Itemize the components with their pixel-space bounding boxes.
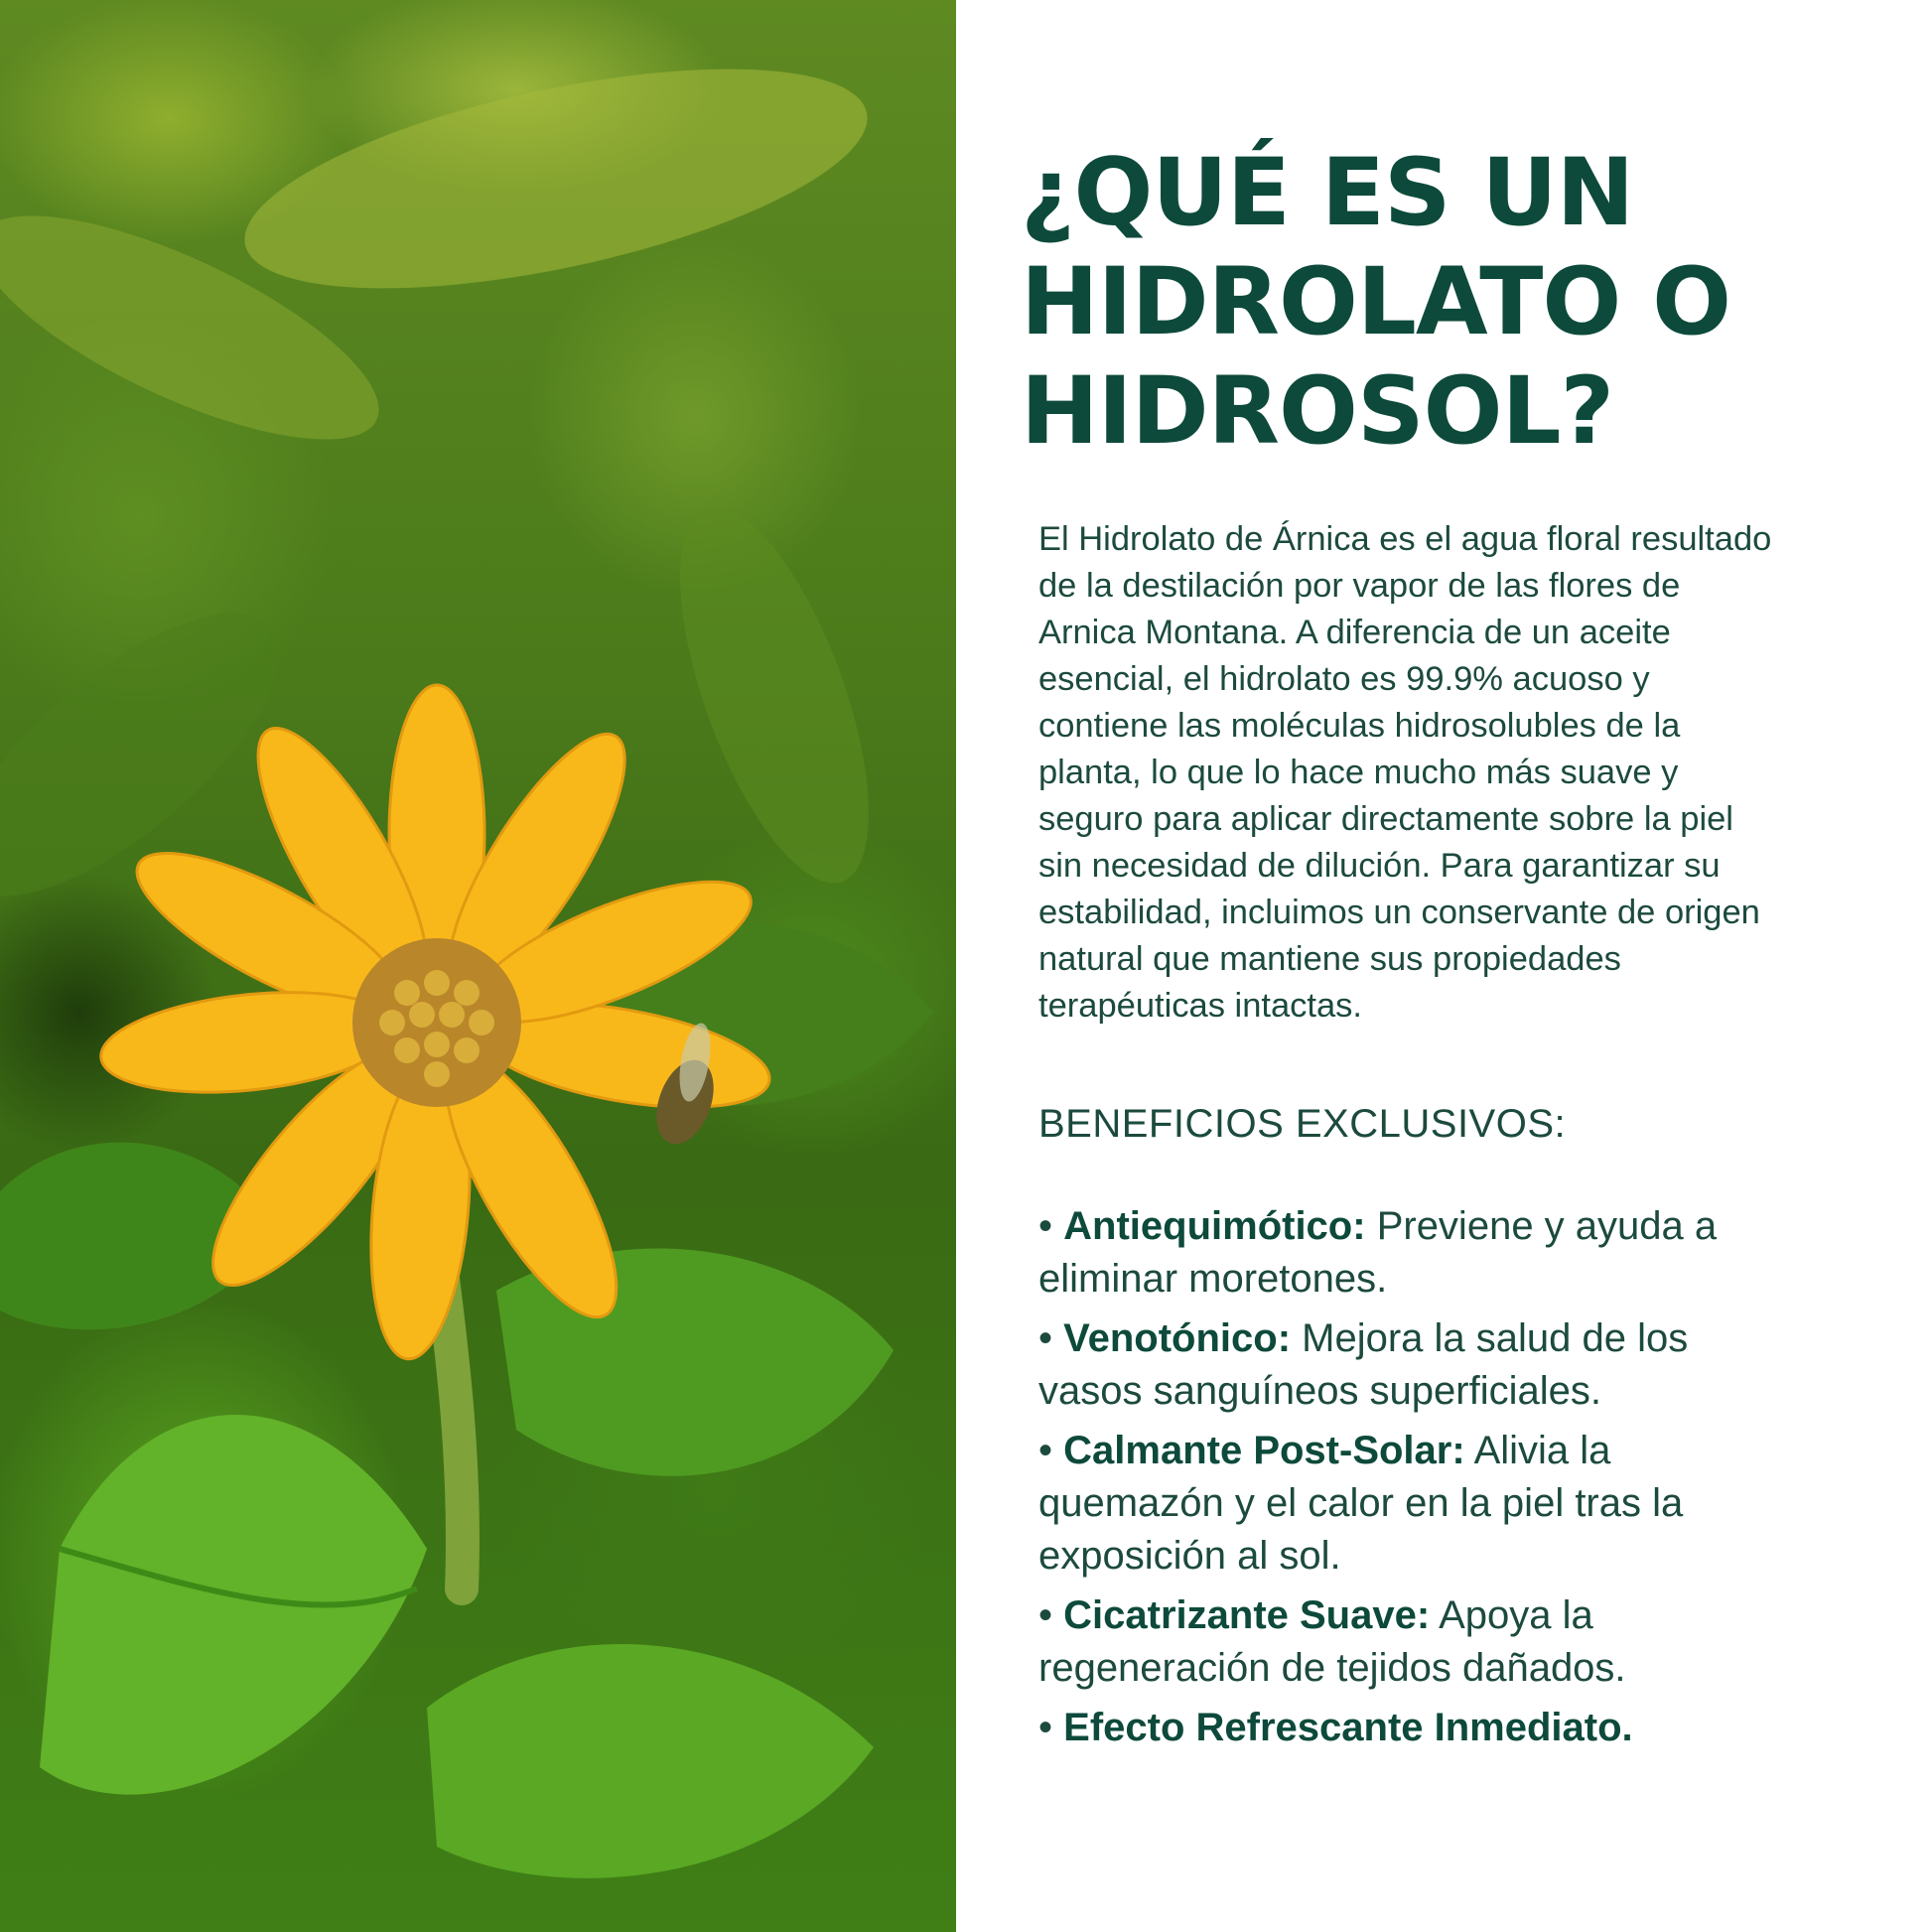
- title-line: HIDROLATO O: [1021, 248, 1730, 356]
- bullet: •: [1038, 1593, 1053, 1637]
- benefit-term: Antiequimótico:: [1063, 1204, 1366, 1248]
- flower-photo: [0, 0, 956, 1932]
- bullet: •: [1038, 1429, 1053, 1472]
- benefits-heading: BENEFICIOS EXCLUSIVOS:: [1038, 1102, 1567, 1146]
- benefit-text: Previene y ayuda a eliminar moretones.: [1038, 1204, 1718, 1301]
- benefit-term: Calmante Post-Solar:: [1063, 1429, 1465, 1472]
- benefit-item: [1038, 1312, 1773, 1418]
- info-panel: [1021, 139, 1775, 1761]
- page-title: [1021, 139, 1775, 467]
- benefit-term: Efecto Refrescante Inmediato.: [1063, 1706, 1633, 1749]
- benefit-text: Apoya la regeneración de tejidos dañados.: [1038, 1593, 1626, 1690]
- benefit-item: [1038, 1702, 1773, 1754]
- benefit-text: Mejora la salud de los vasos sanguíneos superficiales.: [1038, 1316, 1689, 1413]
- benefit-item: [1038, 1589, 1773, 1695]
- benefit-term: Cicatrizante Suave:: [1063, 1593, 1431, 1637]
- bullet: •: [1038, 1204, 1053, 1248]
- benefit-term: Venotónico:: [1063, 1316, 1292, 1360]
- title-line: ¿QUÉ ES UN: [1021, 139, 1634, 247]
- benefits-list: [1038, 1200, 1773, 1754]
- benefit-text: Alivia la quemazón y el calor en la piel tras la exposición al sol.: [1038, 1429, 1684, 1578]
- benefit-item: [1038, 1425, 1773, 1583]
- bullet: •: [1038, 1706, 1053, 1749]
- title-line: HIDROSOL?: [1021, 357, 1613, 466]
- intro-paragraph: El Hidrolato de Árnica es el agua floral resultado de la destilación por vapor de las flores de Arnica Montana. A diferencia de un aceite esencial, el hidrolato es 99.9% acuoso y contiene las moléculas hidrosolubles de la planta, lo que lo hace mucho más suave y seguro para aplicar directamente sobre la piel sin necesidad de dilución. Para garantizar su estabilidad, incluimos un conservante de origen natural que mantiene sus propiedades terapéuticas intactas.: [1038, 520, 1772, 1025]
- bullet: •: [1038, 1316, 1053, 1360]
- flower-photo-illustration: [0, 0, 956, 1932]
- benefit-item: [1038, 1200, 1773, 1306]
